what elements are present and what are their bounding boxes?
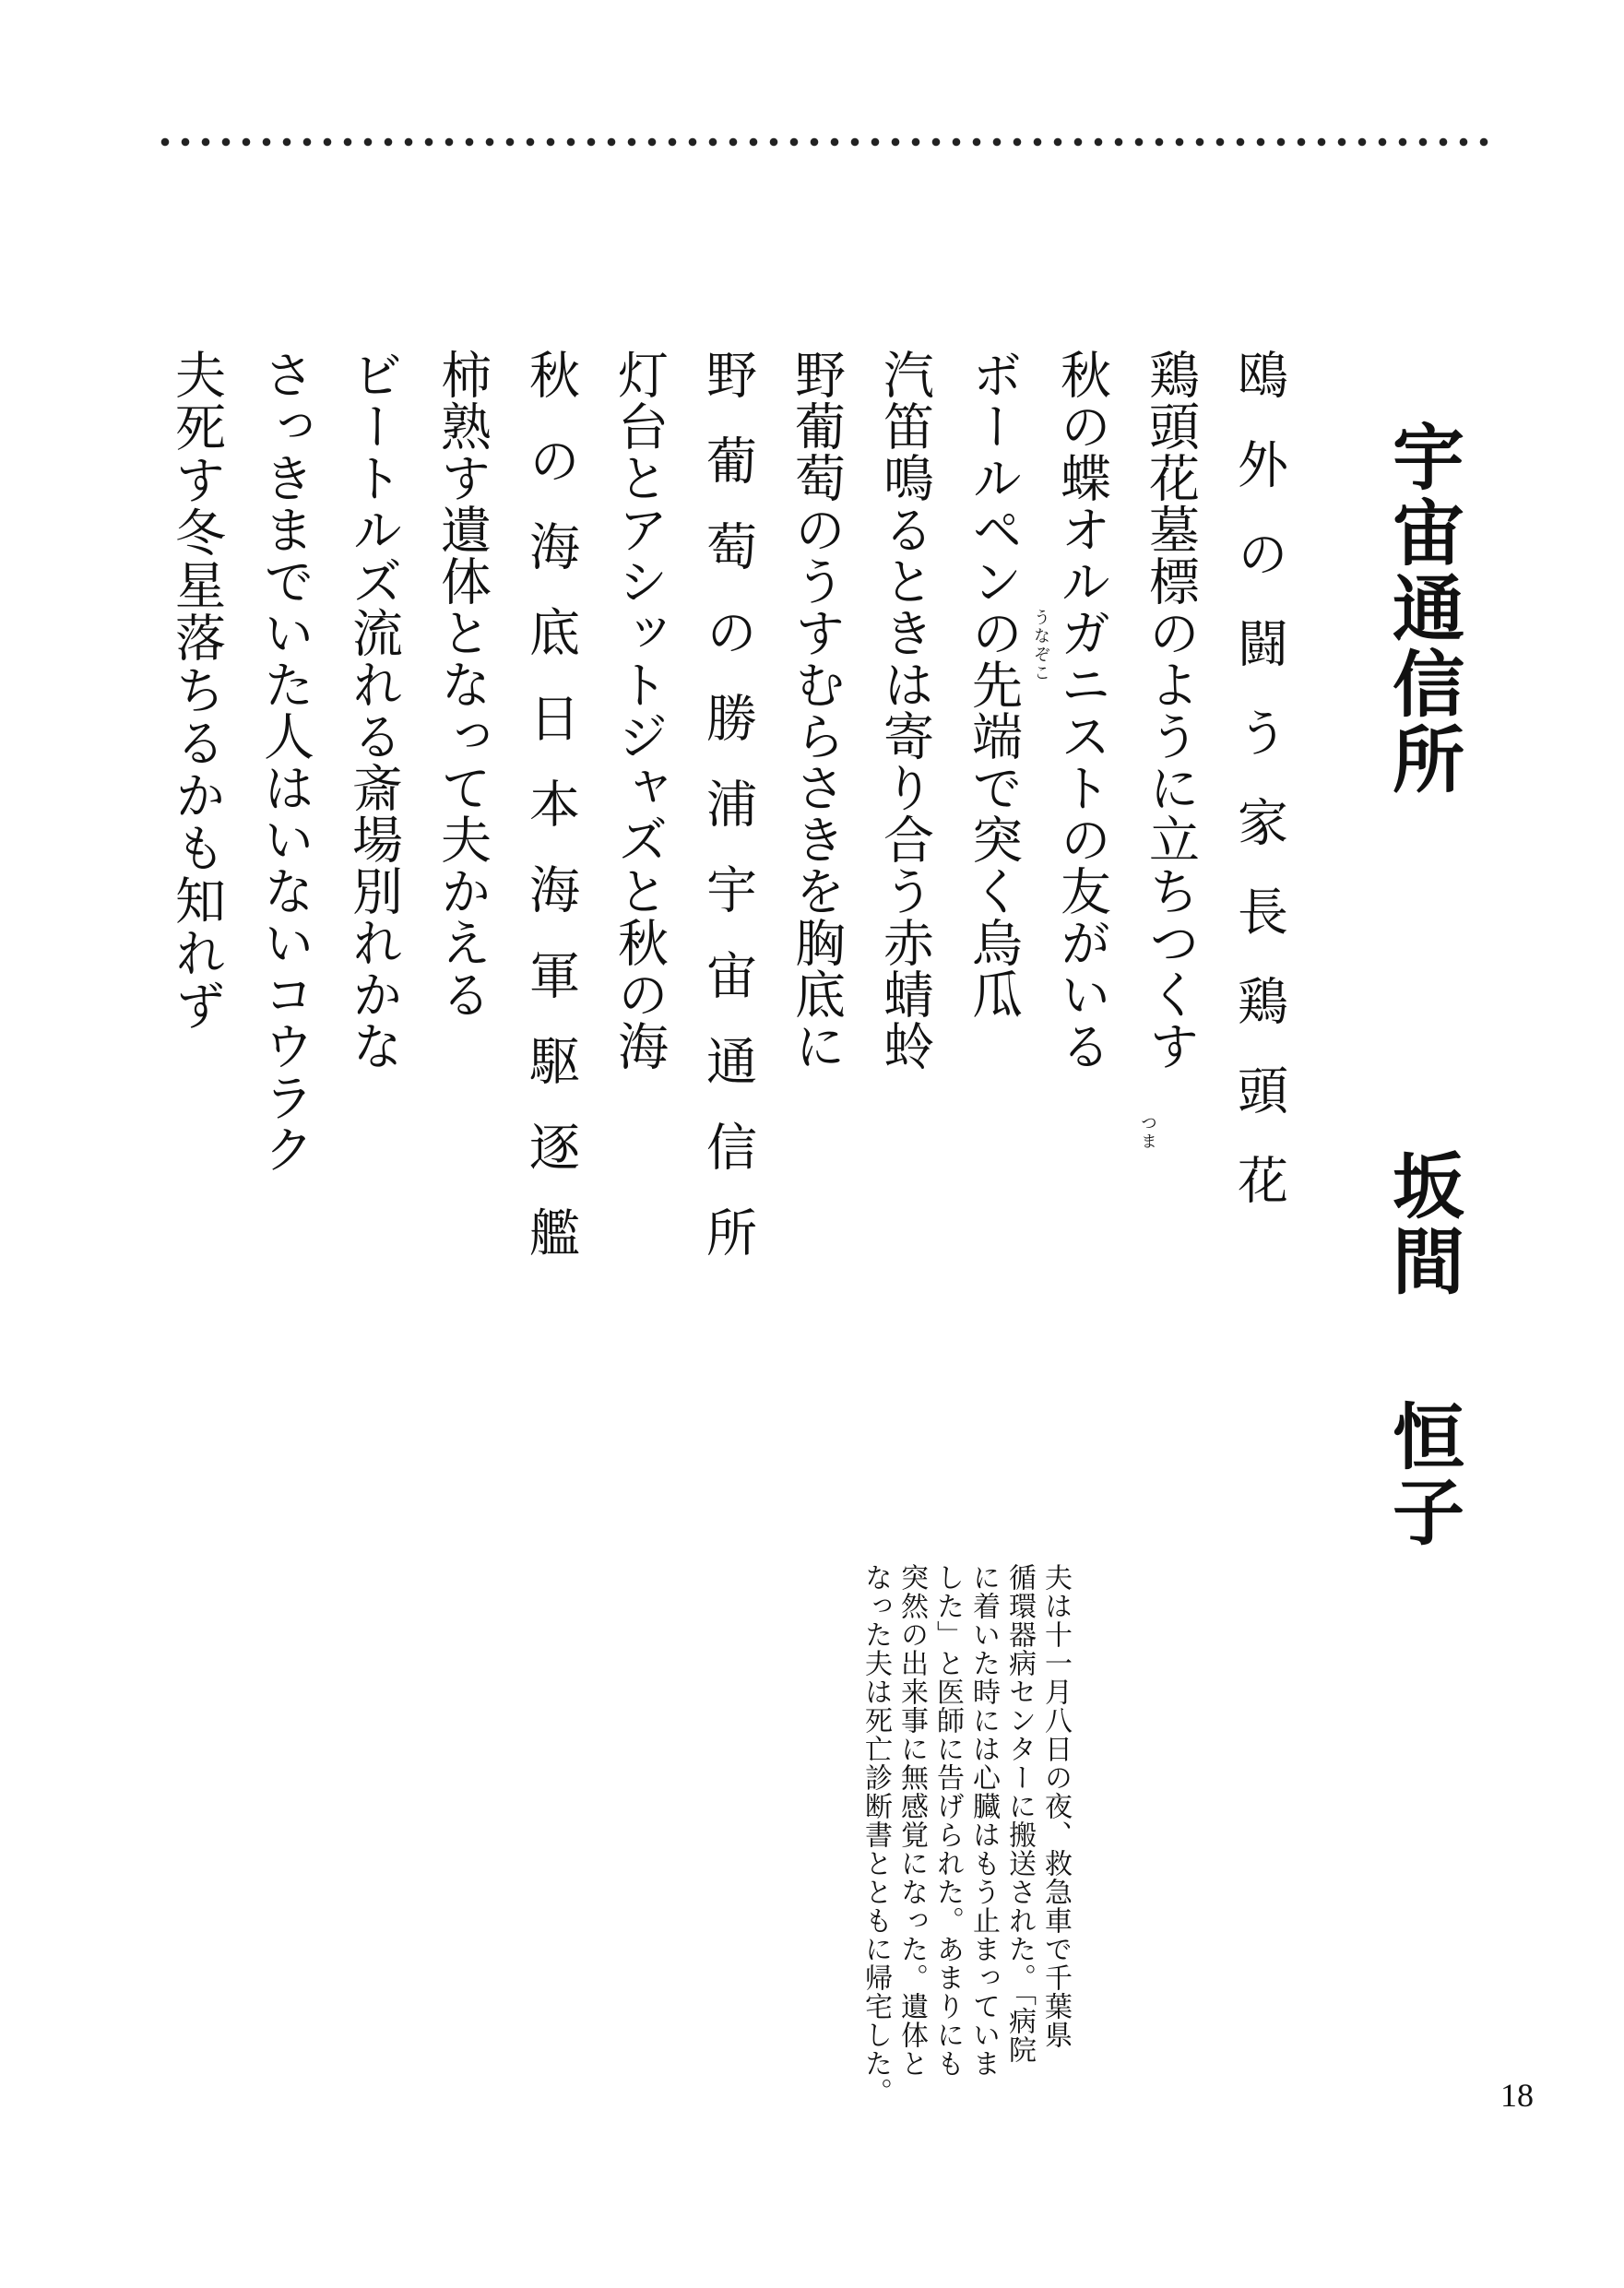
page-title: 宇宙通信所: [1381, 420, 1464, 798]
prose-line: に着いた時には心臓はもう止まっていま: [967, 1563, 1000, 2078]
prose-line: 突然の出来事に無感覚になった。遺体と: [895, 1563, 928, 2078]
dotted-rule: [155, 136, 1494, 148]
page-number: 18: [1500, 2077, 1534, 2114]
poem-line: 灯台とアシットジャズと秋の海: [610, 349, 669, 1072]
prose-line: 循環器病センターに搬送された。「病院: [1003, 1563, 1036, 2064]
poem-line: さっきまでいた人はいないコウラク: [255, 349, 314, 1175]
author-name: [1381, 1148, 1464, 1550]
ruby-kaitei: うなぞこ: [1031, 609, 1050, 682]
author-family-name: 坂間: [1381, 1148, 1464, 1299]
ruby-otto: つま: [1138, 1114, 1157, 1151]
poem-line: 秋の海底日本海軍駆逐艦: [521, 349, 580, 1292]
prose-line: した」と医師に告げられた。あまりにも: [931, 1563, 964, 2078]
poem-line: 夫死す冬星落ちるかも知れず: [167, 349, 226, 1032]
poem-line: 秋の蝶オルガニストの友がいる: [1052, 349, 1111, 1072]
prose-note: [858, 1563, 1073, 2209]
poem-line: 汽笛鳴るときは寄り合う赤蜻蛉: [875, 349, 934, 1072]
poem-line: 鶏頭花墓標のように立ちつくす: [1141, 349, 1200, 1072]
poem-line: 野葡萄のうすむらさきを胸底に: [787, 349, 846, 1072]
author-given-name: 恒子: [1381, 1399, 1464, 1550]
prose-line: なった夫は死亡診断書とともに帰宅した。: [859, 1563, 892, 2106]
poem-line: 野葡萄の勝浦宇宙通信所: [698, 349, 757, 1292]
poem-line: ボールペンの先端で突く烏瓜: [964, 349, 1023, 1020]
poem-line: 鴎外の闘う家長鶏頭花: [1229, 349, 1288, 1243]
poem: [152, 349, 1303, 1308]
prose-line: 夫は十一月八日の夜、救急車で千葉県: [1039, 1563, 1072, 2049]
poem-line: 柿熟す遺体となって夫かえる: [433, 349, 492, 1020]
poem-line: ビートルズ流れる斎場別れかな: [344, 349, 403, 1072]
